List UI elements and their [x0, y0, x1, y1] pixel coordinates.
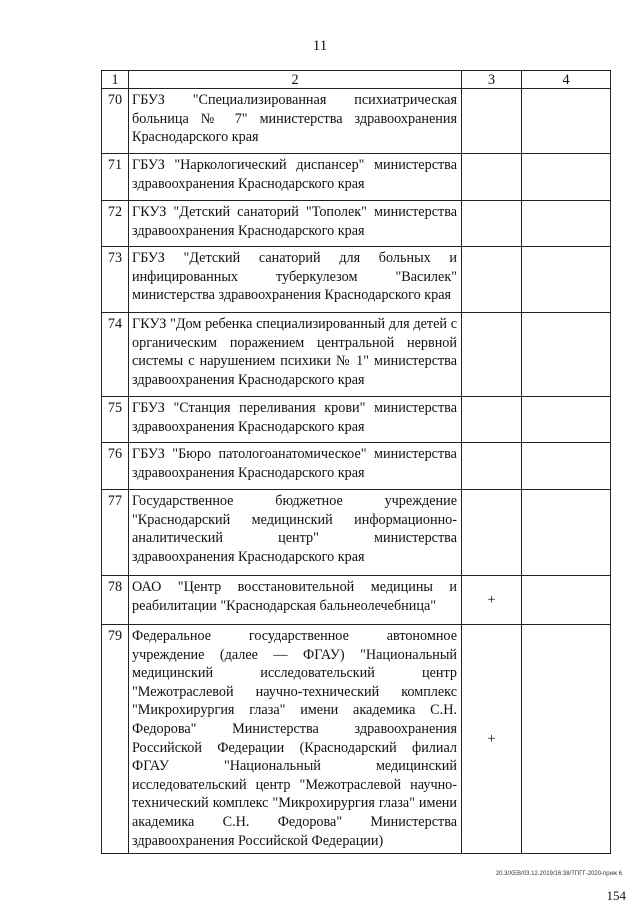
document-code: 20.3/ХЕВ/03.12.2019/16:38/ТПГГ-2020-приж 6	[495, 871, 622, 877]
organization-name: ОАО "Центр восстановительной медицины и реабилитации "Краснодарская бальнеолечебница"	[129, 576, 462, 625]
col3-mark	[462, 397, 522, 443]
header-col-1: 1	[102, 71, 129, 89]
table-row	[102, 313, 611, 397]
organizations-table	[101, 70, 611, 854]
col4-mark	[522, 201, 611, 247]
header-col-2: 2	[129, 71, 462, 89]
col4-mark	[522, 154, 611, 201]
col4-mark	[522, 443, 611, 490]
table-row	[102, 397, 611, 443]
col4-mark	[522, 490, 611, 576]
header-col-4: 4	[522, 71, 611, 89]
row-number: 72	[102, 201, 129, 247]
organization-name: ГБУЗ "Станция переливания крови" министерства здравоохранения Краснодарского края	[129, 397, 462, 443]
col4-mark	[522, 625, 611, 854]
col3-mark	[462, 201, 522, 247]
row-number: 75	[102, 397, 129, 443]
table-row	[102, 625, 611, 854]
col3-mark	[462, 247, 522, 313]
row-number: 73	[102, 247, 129, 313]
organization-name: Государственное бюджетное учреждение "Краснодарский медицинский информационно-аналитический центр" министерства здравоохранения Краснодарского края	[129, 490, 462, 576]
col4-mark	[522, 247, 611, 313]
col3-mark	[462, 313, 522, 397]
table-row	[102, 247, 611, 313]
col3-mark	[462, 490, 522, 576]
row-number: 78	[102, 576, 129, 625]
organization-name: ГБУЗ "Наркологический диспансер" министерства здравоохранения Краснодарского края	[129, 154, 462, 201]
table-row	[102, 201, 611, 247]
row-number: 71	[102, 154, 129, 201]
organization-name: ГБУЗ "Бюро патологоанатомическое" министерства здравоохранения Краснодарского края	[129, 443, 462, 490]
col4-mark	[522, 576, 611, 625]
table-row	[102, 490, 611, 576]
table-row	[102, 89, 611, 154]
row-number: 79	[102, 625, 129, 854]
organization-name: ГКУЗ "Дом ребенка специализированный для детей с органическим поражением центральной нервной системы с нарушением психики № 1" министерства здравоохранения Краснодарского края	[129, 313, 462, 397]
table-row	[102, 576, 611, 625]
col3-mark	[462, 443, 522, 490]
header-col-3: 3	[462, 71, 522, 89]
col4-mark	[522, 313, 611, 397]
col3-mark: +	[462, 625, 522, 854]
row-number: 70	[102, 89, 129, 154]
organization-name: ГБУЗ "Детский санаторий для больных и инфицированных туберкулезом "Василек" министерства здравоохранения Краснодарского края	[129, 247, 462, 313]
col4-mark	[522, 397, 611, 443]
row-number: 77	[102, 490, 129, 576]
col3-mark	[462, 89, 522, 154]
organization-name: ГКУЗ "Детский санаторий "Тополек" министерства здравоохранения Краснодарского края	[129, 201, 462, 247]
organization-name: Федеральное государственное автономное учреждение (далее — ФГАУ) "Национальный медицинский исследовательский центр "Межотраслевой научно-технический комплекс "Микрохирургия глаза" имени академика С.Н. Федорова" Министерства здравоохранения Российской Федерации (Краснодарский филиал ФГАУ "Национальный медицинский исследовательский центр "Межотраслевой научно-технический комплекс "Микрохирургия глаза" имени академика С.Н. Федорова" Министерства здравоохранения Российской Федерации)	[129, 625, 462, 854]
sheet-number: 154	[606, 888, 626, 903]
col3-mark: +	[462, 576, 522, 625]
row-number: 74	[102, 313, 129, 397]
col3-mark	[462, 154, 522, 201]
organization-name: ГБУЗ "Специализированная психиатрическая больница № 7" министерства здравоохранения Краснодарского края	[129, 89, 462, 154]
table-row	[102, 154, 611, 201]
table-row	[102, 443, 611, 490]
table-header-row	[102, 71, 611, 89]
row-number: 76	[102, 443, 129, 490]
col4-mark	[522, 89, 611, 154]
page-number: 11	[312, 38, 328, 54]
